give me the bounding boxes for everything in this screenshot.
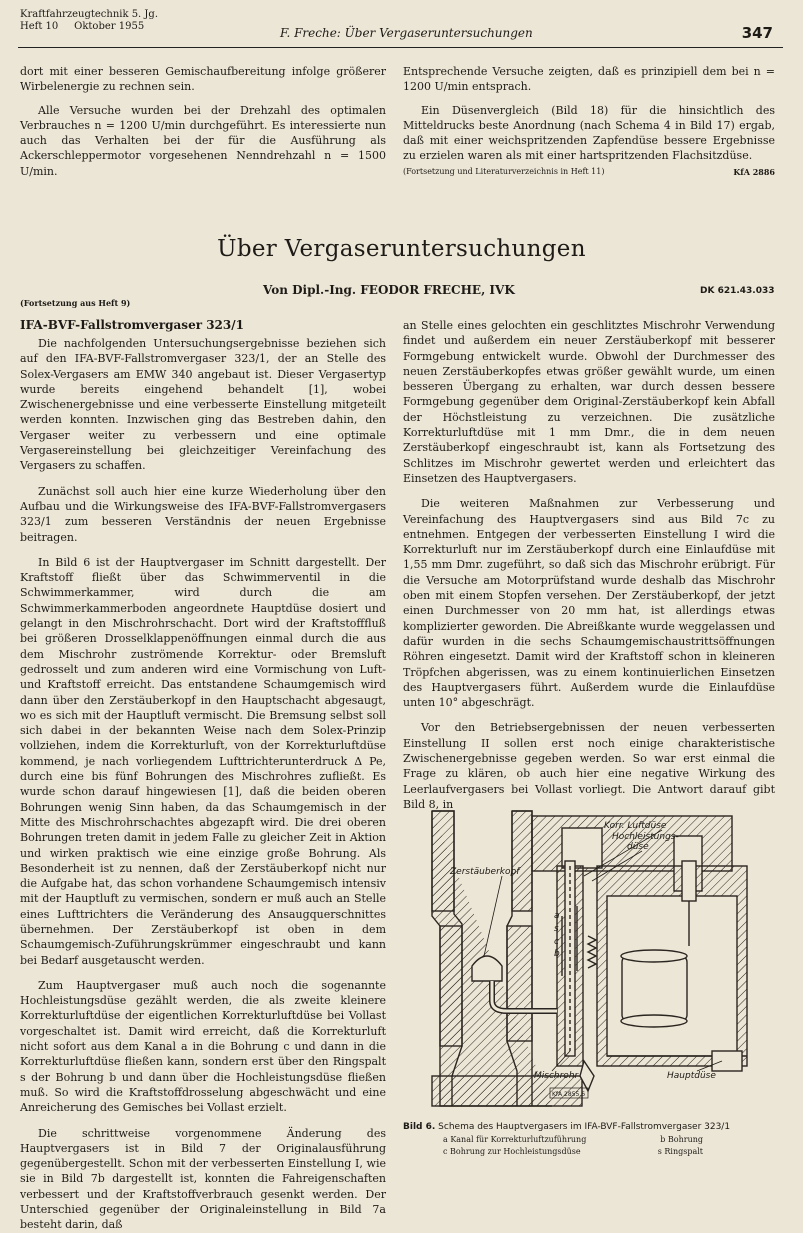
label-c: c [554,937,559,947]
lower-wall-right [507,926,532,1041]
previous-article-right [403,64,775,178]
prev-left-para-1: dort mit einer besseren Gemischaufbereitung infolge größerer Wirbelenergie zu rechnen sein. [20,65,386,94]
left-para-1: Die nachfolgenden Untersuchungsergebnisse beziehen sich auf den IFA-BVF-Fallstromvergaser 323/1, der an Stelle des Solex-Vergasers am EMW 340 angebaut ist. Dieser Vergasertyp wurde bereits eingehend behandelt [1], wobei Zwischenergebnisse und eine verbesserte Einstellung mitgeteilt werden konnten. Inzwischen ging das Bestreben dahin, den Vergaser weiter zu verbessern und eine optimale Vergasereinstellung bei gleichzeitiger Vereinfachung des Vergasers zu schaffen. [20,337,386,473]
prev-right-para-2: Ein Düsenvergleich (Bild 18) für die hinsichtlich des Mitteldrucks beste Anordnung (nach Schema 4 in Bild 17) ergab, daß mit einer weichspritzenden Zapfendüse bessere Ergebnisse zu erzielen waren als mit einer hartspritzenden Flachsitzdüse. [403,103,775,163]
journal-line-1: Kraftfahrzeugtechnik 5. Jg. [20,9,159,20]
running-title: F. Freche: Über Vergaseruntersuchungen [280,26,533,40]
right-para-1: an Stelle eines gelochten ein geschlitztes Mischrohr Verwendung findet und außerdem ein neuer Zerstäuberkopf mit besserer Formgebung entwickelt wurde. Obwohl der Durchmesser des neuen Zerstäuberkopfes etwas größer gewählt wurde, um einen besseren Übergang zu erhalten, war durch dessen bessere Formgebung gegenüber dem Original-Zerstäuberkopf kein Abfall der Höchstleistung zu verzeichnen. Die zusätzliche Korrekturluftdüse mit 1 mm Dmr., die in dem neuen Zerstäuberkopf eingeschraubt ist, kann als Fortsetzung des Schlitzes im Mischrohr gewertet werden und erleichtert das Einsetzen des Hauptvergasers. [403,319,775,485]
carburetor-cross-section-figure [412,806,764,1116]
legend-a: a Kanal für Korrekturluftzuführung [443,1135,587,1144]
prev-left-para-2: Alle Versuche wurden bei der Drehzahl des optimalen Verbrauches n = 1200 U/min durchgeführt. Es interessierte nun auch das Verhalten bei der für die Ausführung als Ackerschleppermotor vorgesehenen Nenndrehzahl n = 1500 U/min. [20,103,386,178]
caption-line [403,1121,775,1134]
label-hochleistungs: Hochleistungs- [612,832,679,842]
lower-wall-left [440,926,462,1046]
left-para-5: Die schrittweise vorgenommene Änderung des Hauptvergasers ist in Bild 7 der Originalausführung gegenübergestellt. Schon mit der verbesserten Einstellung I, wie sie in Bild 7b dargestellt ist, konnten die Fahreigenschaften verbessert und der Kraftstoffverbrauch gesenkt werden. Der Unterschied gegenüber der Originaleinstellung in Bild 7a besteht darin, daß [20,1126,386,1232]
float [622,956,687,1021]
right-para-2: Die weiteren Maßnahmen zur Verbesserung und Vereinfachung des Hauptvergasers sind aus Bild 7c zu entnehmen. Entgegen der verbesserten Einstellung I wird die Korrekturluft nur im Zerstäuberkopf durch eine Einlaufdüse mit 1,55 mm Dmr. zugeführt, so daß sich das Mischrohr erübrigt. Für die Versuche am Motorprüfstand wurde deshalb das Mischrohr oben mit einem Stopfen versehen. Der Zerstäuberkopf, der jetzt einen Durchmesser von 20 mm hat, ist allerdings etwas komplizierter geworden. Die Abreißkante wurde weggelassen und dafür wurden in die sechs Schaumgemischaustrittsöffnungen Röhren eingesetzt. Damit wird der Kraftstoff schon in kleineren Tröpfchen abgerissen, was zu einem kontinuierlichen Einsetzen des Hauptvergasers führt. Außerdem wurde die Einlaufdüse unten 10° abgeschrägt. [403,497,775,710]
legend-s: s Ringspalt [657,1147,703,1156]
label-hauptduese: Hauptdüse [667,1071,716,1081]
left-para-4: Zum Hauptvergaser muß auch noch die sogenannte Hochleistungsdüse gezählt werden, die als zweite kleinere Korrekturluftdüse der eigentlichen Korrekturluftdüse bei Vollast vorgeschaltet ist. Damit wird erreicht, daß die Korrekturluft nicht sofort aus dem Kanal a in die Bohrung c und dann in die Korrekturluftdüse fließen kann, sondern erst über den Ringspalt s der Bohrung b und dann über die Hochleistungsdüse fließen muß. So wird die Kraftstoffdrosselung abgeschwächt und eine Anreicherung des Gemisches bei Vollast erzielt. [20,978,386,1115]
legend-c: c Bohrung zur Hochleistungsdüse [443,1147,581,1156]
continuation-note: (Fortsetzung und Literaturverzeichnis in Heft 11) [403,166,605,176]
label-zerstaeuberkopf: Zerstäuberkopf [450,867,520,877]
legend-b: b Bohrung [660,1135,703,1144]
page-number: 347 [741,24,773,42]
article-right-column [403,318,775,812]
label-s: s [554,924,559,934]
label-mischrohr: Mischrohr [534,1071,579,1081]
section-heading: IFA-BVF-Fallstromvergaser 323/1 [20,318,244,332]
caption-text: Schema des Hauptvergasers im IFA-BVF-Fallstromvergaser 323/1 [438,1122,731,1132]
journal-line-2: Heft 10 Oktober 1955 [20,21,145,32]
continuation-row [403,166,775,178]
legend-row [443,1134,703,1146]
prev-right-para-1: Entsprechende Versuche zeigten, daß es prinzipiell dem bei n = 1200 U/min entsprach. [403,65,775,94]
label-duese: düse [627,842,649,852]
previous-article-left [20,64,386,179]
continued-from: (Fortsetzung aus Heft 9) [20,298,131,308]
journal-info [20,9,158,33]
right-para-3: Vor den Betriebsergebnissen der neuen verbesserten Einstellung II sollen erst noch einige charakteristische Zwischenergebnisse gegeben werden. So war erst einmal die Frage zu klären, ob auch hier eine negative Wirkung des Leerlaufvergasers bei Vollast vorliegt. Die Antwort darauf gibt Bild 8, in [403,721,775,811]
left-para-2: Zunächst soll auch hier eine kurze Wiederholung über den Aufbau und die Wirkungsweise des IFA-BVF-Fallstromvergasers 323/1 zum besseren Verständnis der neuen Ergebnisse beitragen. [20,484,386,544]
shaft-wall-right [512,811,532,911]
byline: Von Dipl.-Ing. FEODOR FRECHE, IVK [263,283,515,297]
legend-row [443,1146,703,1158]
caption-label: Bild 6. [403,1122,436,1132]
figure-caption [403,1121,775,1158]
dk-number: DK 621.43.033 [700,286,775,296]
ref-code: KfA 2886 [733,166,775,177]
label-b: b [554,949,560,959]
shaft-wall-left [432,811,454,911]
figure-stamp: KfA 2855.6 [552,1091,586,1098]
label-a: a [554,911,560,921]
label-korr-luftduese: Korr. Luftdüse [604,821,667,831]
article-left-column [20,317,386,1233]
article-title: Über Vergaseruntersuchungen [217,236,586,262]
header-rule [18,47,783,48]
left-para-3: In Bild 6 ist der Hauptvergaser im Schnitt dargestellt. Der Kraftstoff fließt über das Schwimmerventil in die Schwimmerkammer, wird durch die am Schwimmerkammerboden angeordnete Hauptdüse dosiert und gelangt in den Mischrohrschacht. Dort wird der Kraftstofffluß bei größeren Drosselklappenöffnungen einmal durch die aus dem Mischrohr zuströmende Korrektur- oder Bremsluft gedrosselt und zum anderen wird eine Vormischung von Luft- und Kraftstoff erreicht. Das entstandene Schaumgemisch wird dann über den Zerstäuberkopf in den Hauptschacht abgesaugt, wo es sich mit der Hauptluft vermischt. Die Bremsung selbst soll sich dabei in der bekannten Weise nach dem Solex-Prinzip vollziehen, indem die Korrekturluft, von der Korrekturluftdüse kommend, je nach vorliegendem Lufttrichterunterdruck Δ Pe, durch eine bis fünf Bohrungen des Mischrohres zufließt. Es wurde schon darauf hingewiesen [1], daß die beiden oberen Bohrungen wenig Sinn haben, da das Schaumgemisch in der Mitte des Mischrohrschachtes abgezapft wird. Die drei oberen Bohrungen treten damit in jedem Falle zu gleicher Zeit in Aktion und wirken praktisch wie eine einzige große Bohrung. Als Besonderheit ist zu nennen, daß der Zerstäuberkopf nicht nur die Aufgabe hat, das schon vorhandene Schaumgemisch intensiv mit der Hauptluft zu vermischen, sondern er muß auch an Stelle eines Lufttrichters die Veränderung des Ansaugquerschnittes übernehmen. Der Zerstäuberkopf ist oben in dem Schaumgemisch-Zuführungskrümmer eingeschraubt und kann bei Bedarf ausgetauscht werden. [20,555,386,967]
figure-legend [443,1134,703,1158]
